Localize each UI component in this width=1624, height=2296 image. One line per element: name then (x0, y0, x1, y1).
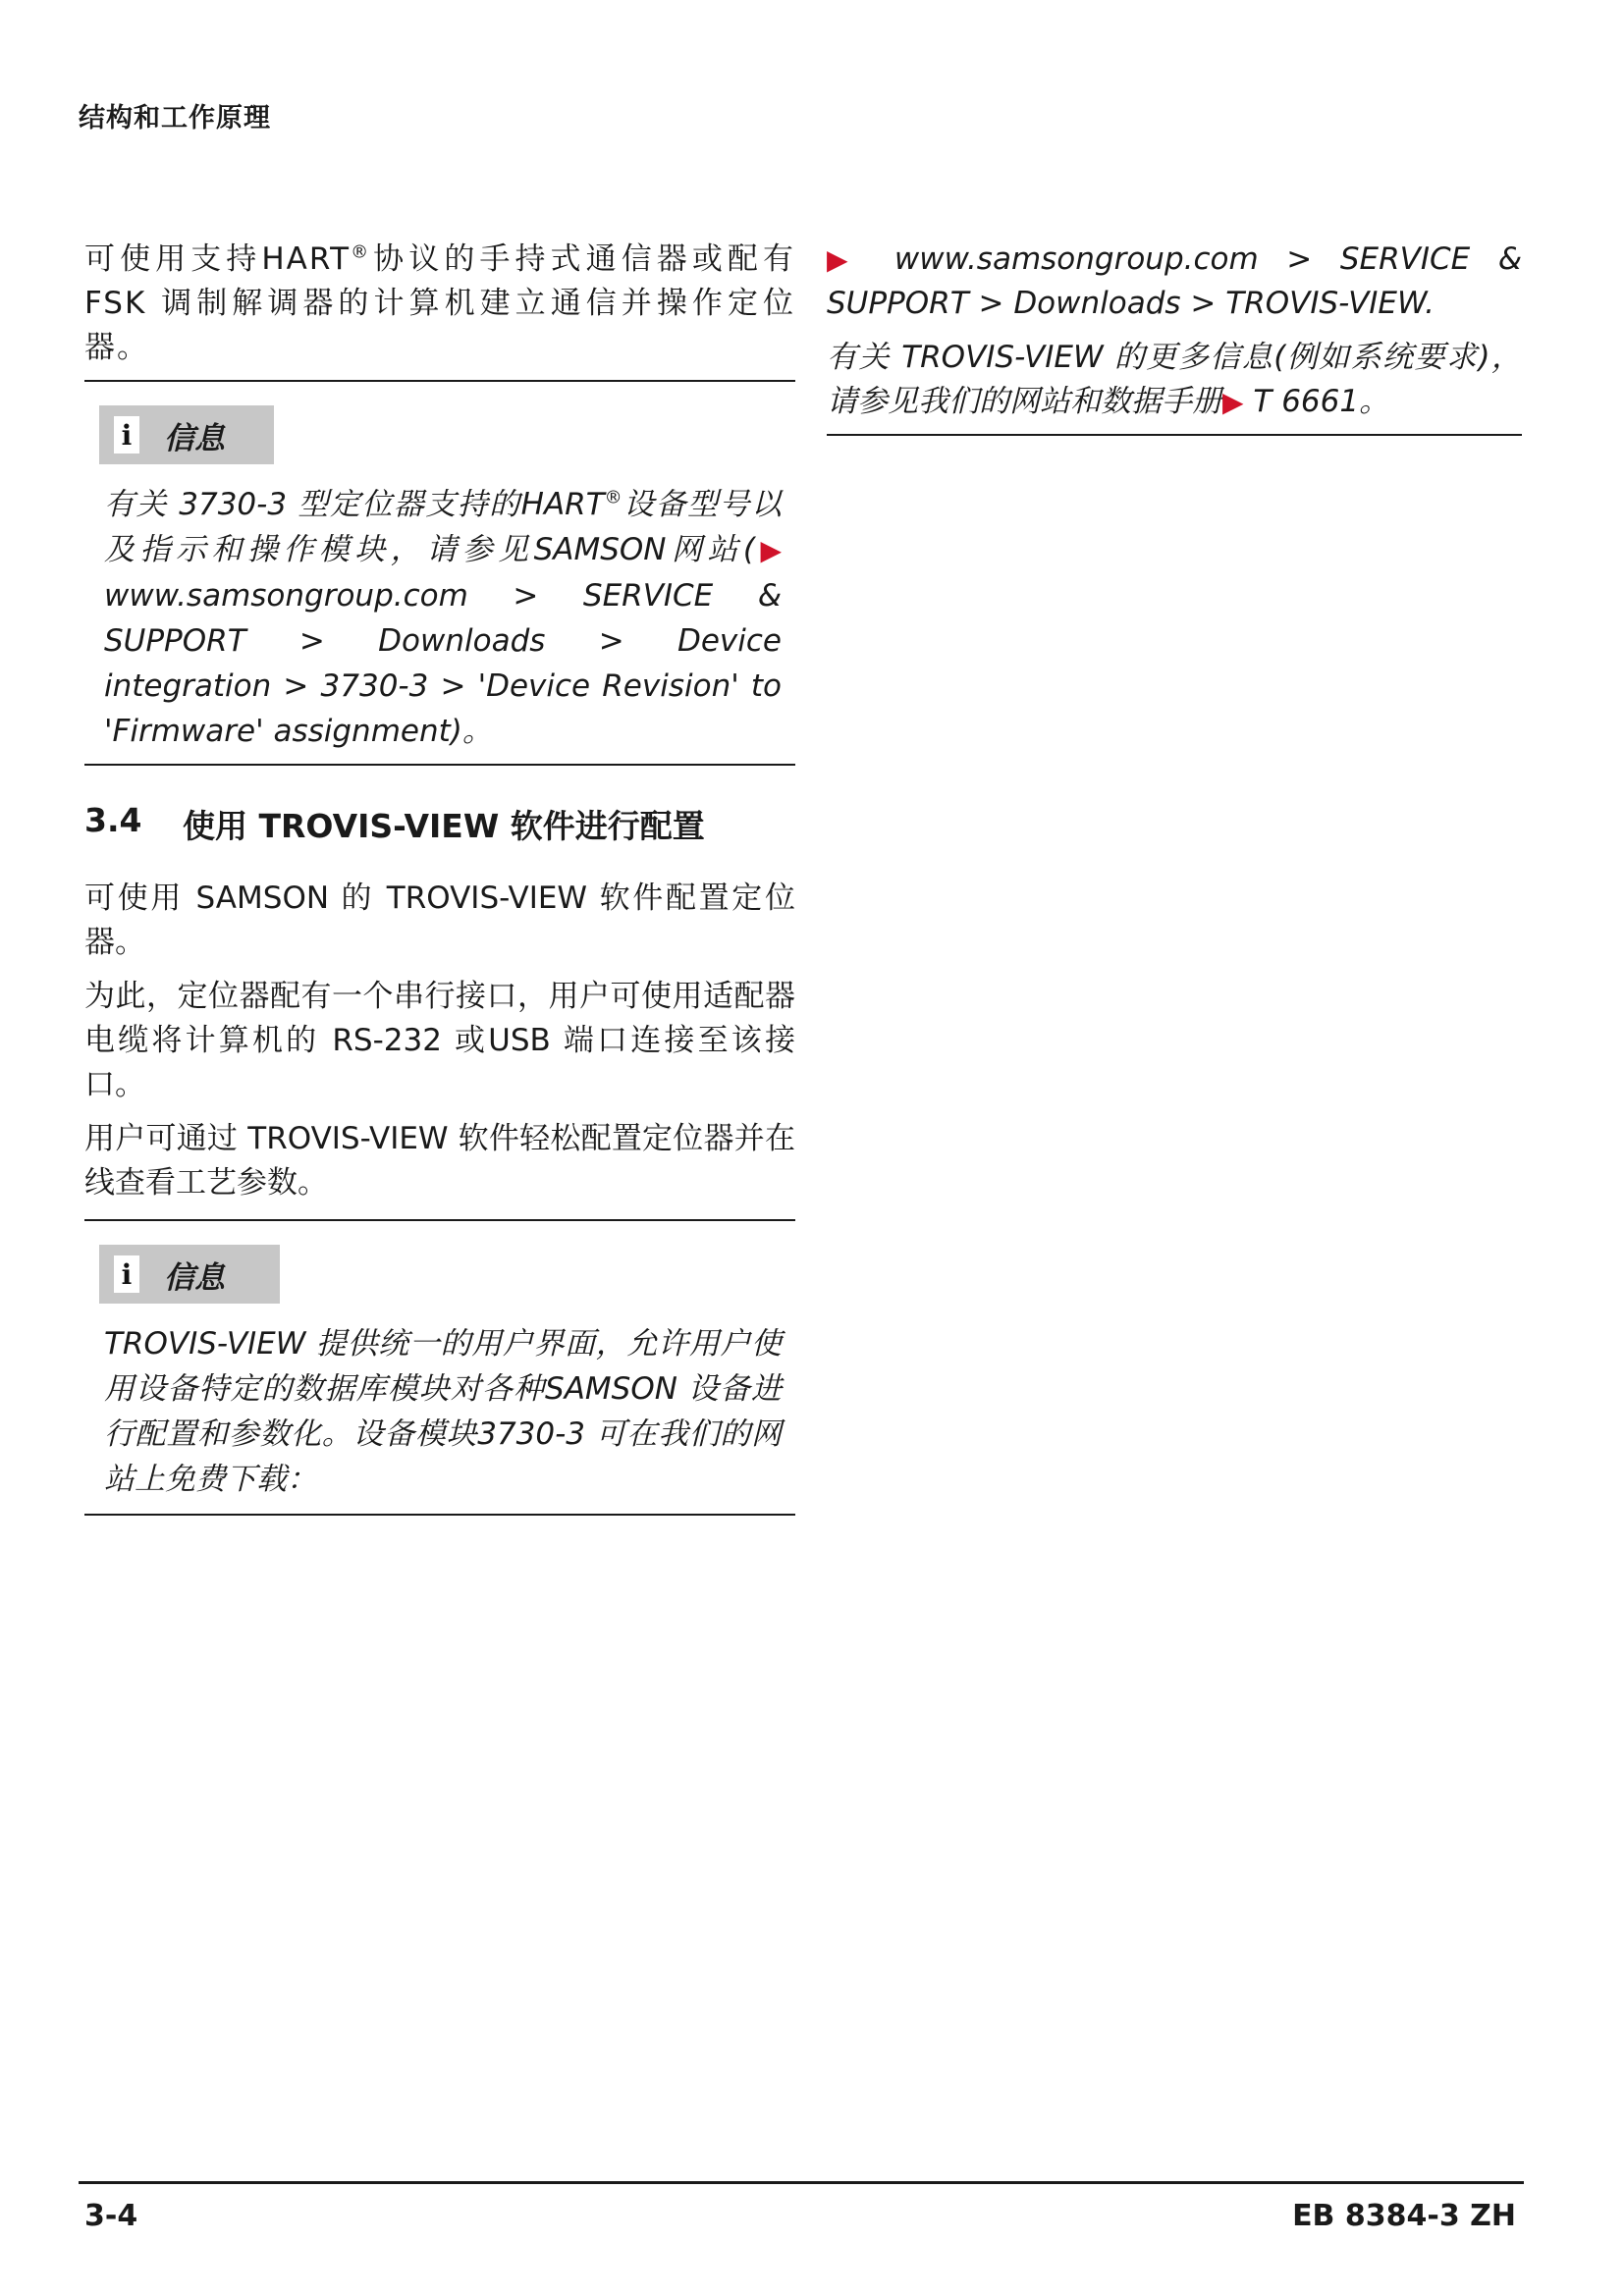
download-link[interactable]: www.samsongroup.com > SERVICE & SUPPORT > Downloads > TROVIS-VIEW. (827, 241, 1522, 321)
info-text: 有关 3730-3 型定位器支持的HART®设备型号以及指示和操作模块，请参见SAMSON网站(▶ www.samsongroup.com > SERVICE & SUPPORT > Downloads > Device integration > 3730-3 > 'Device Revision' to 'Firmware' assignment)。 (104, 487, 782, 749)
info-label: 信息 (164, 420, 225, 456)
footer-divider (79, 2181, 1524, 2184)
intro-paragraph: 可使用支持HART®协议的手持式通信器或配有FSK 调制解调器的计算机建立通信并操作定位器。 (84, 241, 795, 365)
running-header: 结构和工作原理 (79, 103, 271, 133)
info-note-2 (84, 1245, 795, 1502)
section-title: 使用 TROVIS-VIEW 软件进行配置 (183, 807, 705, 845)
info-badge (99, 1245, 280, 1304)
datasheet-link[interactable]: T 6661。 (1243, 384, 1390, 419)
info-note-1 (84, 405, 795, 754)
info-icon: i (114, 416, 139, 454)
right-column (827, 238, 1522, 436)
section-number: 3.4 (84, 801, 142, 839)
info-text: TROVIS-VIEW 提供统一的用户界面，允许用户使用设备特定的数据库模块对各种SAMSON 设备进行配置和参数化。设备模块3730-3 可在我们的网站上免费下载： (104, 1326, 782, 1497)
paragraph: 为此，定位器配有一个串行接口，用户可使用适配器电缆将计算机的 RS-232 或USB 端口连接至该接口。 (84, 979, 795, 1102)
divider (84, 1219, 795, 1221)
info-badge (99, 405, 274, 464)
left-column (84, 238, 795, 1516)
divider (84, 764, 795, 766)
more-info-paragraph: 有关 TROVIS-VIEW 的更多信息(例如系统要求)，请参见我们的网站和数据手册▶ T 6661。 (827, 340, 1522, 419)
link-arrow-icon[interactable]: ▶ (827, 243, 867, 276)
link-arrow-icon[interactable]: ▶ (754, 534, 782, 566)
divider (827, 434, 1522, 436)
divider (84, 1514, 795, 1516)
info-label: 信息 (164, 1259, 225, 1296)
document-id: EB 8384-3 ZH (1292, 2199, 1516, 2233)
paragraph: 可使用 SAMSON 的 TROVIS-VIEW 软件配置定位器。 (84, 881, 795, 960)
info-icon: i (114, 1255, 139, 1293)
section-heading (84, 801, 795, 847)
paragraph: 用户可通过 TROVIS-VIEW 软件轻松配置定位器并在线查看工艺参数。 (84, 1121, 795, 1201)
datasheet-arrow-icon[interactable]: ▶ (1222, 386, 1244, 418)
website-link[interactable]: www.samsongroup.com > SERVICE & SUPPORT > Downloads > Device integration > 3730-3 > 'Device Revision' to 'Firmware' assignment)。 (104, 578, 782, 749)
divider (84, 380, 795, 382)
download-link-paragraph (827, 238, 1522, 326)
page-number: 3-4 (84, 2199, 138, 2233)
